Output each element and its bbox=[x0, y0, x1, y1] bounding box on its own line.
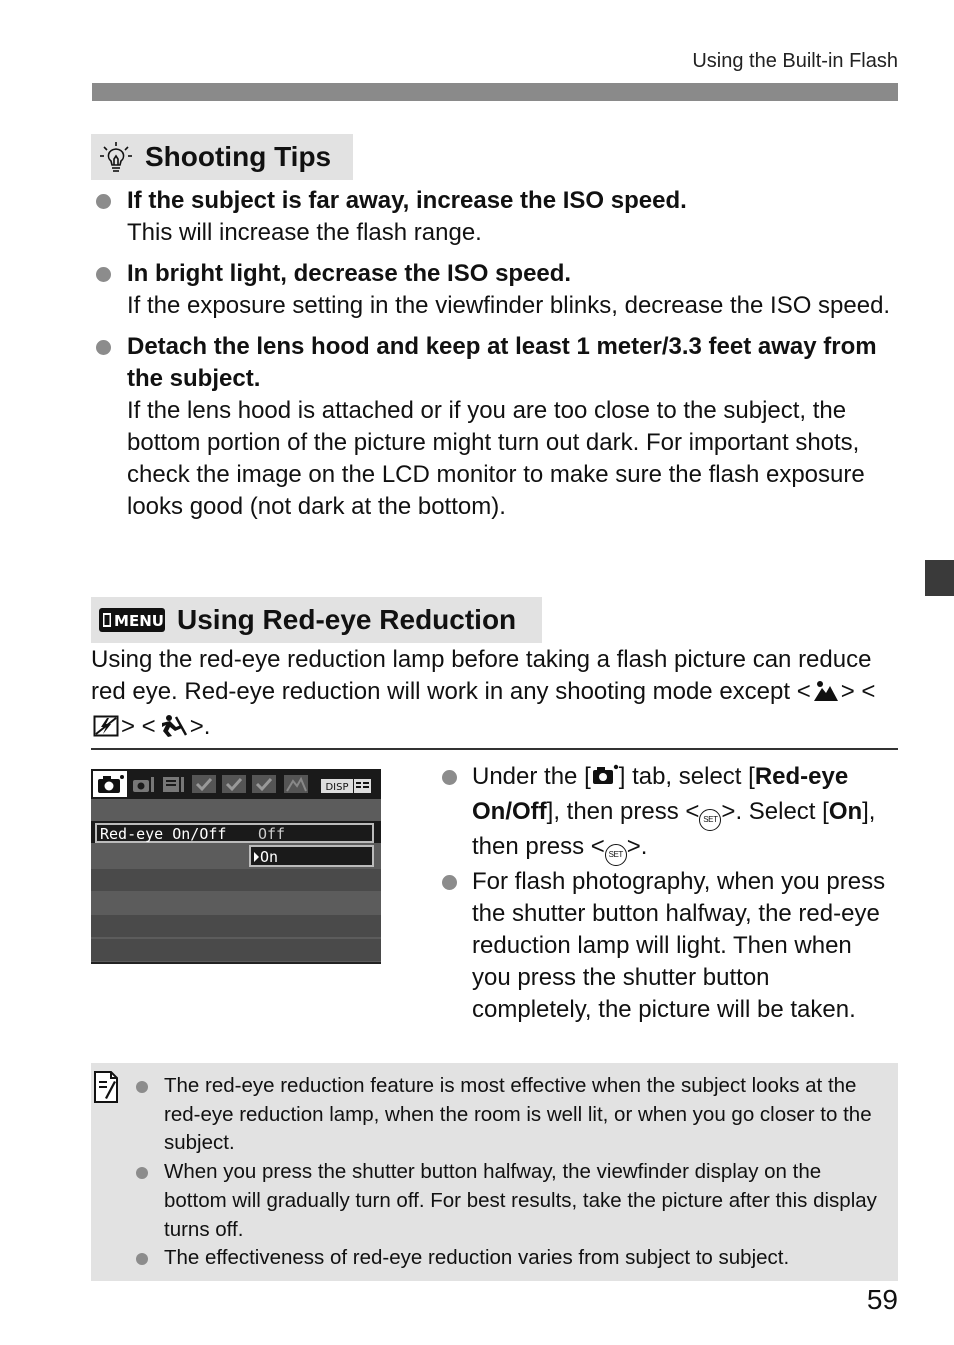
bullet-icon bbox=[136, 1081, 148, 1093]
menu-icon-label: MENU bbox=[114, 612, 164, 630]
setup-tab-2-icon bbox=[221, 773, 247, 795]
page-number: 59 bbox=[866, 1284, 898, 1315]
tip-item bbox=[95, 331, 895, 523]
lcd-option-on-box bbox=[249, 845, 374, 867]
lcd-option-on: On bbox=[260, 848, 279, 866]
note-list bbox=[135, 1072, 885, 1273]
lcd-option-off: Off bbox=[258, 825, 286, 843]
disp-label: DISP bbox=[325, 782, 349, 793]
lcd-setting-label: Red-eye On/Off bbox=[100, 825, 227, 843]
setup-tab-icon bbox=[191, 773, 217, 795]
note-item bbox=[135, 1158, 885, 1244]
lcd-row bbox=[91, 939, 381, 961]
landscape-mode-icon bbox=[813, 679, 839, 711]
bullet-icon bbox=[96, 194, 111, 209]
note-text: The effectiveness of red-eye reduction varies from subject to subject. bbox=[164, 1246, 790, 1270]
camera-tab-icon bbox=[591, 763, 619, 796]
red-eye-intro: Using the red-eye reduction lamp before taking a flash picture can reduce red eye. Red-eye reduction will work in any shooting mode except < > <> < >. bbox=[91, 644, 891, 746]
my-menu-tab-icon bbox=[283, 773, 309, 795]
step-text: >. Select [ bbox=[721, 798, 829, 825]
step-bold: Red-eye On/Off bbox=[472, 763, 849, 825]
shooting-tips-title: Shooting Tips bbox=[145, 141, 332, 172]
bullet-icon bbox=[442, 875, 457, 890]
note-box bbox=[91, 1063, 898, 1281]
shooting-tips-list bbox=[95, 185, 895, 532]
set-button-icon: SET bbox=[605, 844, 627, 866]
red-eye-heading bbox=[91, 597, 542, 643]
red-eye-title: Using Red-eye Reduction bbox=[177, 604, 517, 635]
intro-end: >. bbox=[189, 713, 211, 740]
step-text: ] tab, select [ bbox=[618, 763, 755, 790]
bullet-icon bbox=[136, 1167, 148, 1179]
note-text: The red-eye reduction feature is most effective when the subject looks at the red-eye reduction lamp, when the room is well lit, or when you go closer to the subject. bbox=[164, 1074, 872, 1155]
step-text: ], then press < bbox=[546, 798, 700, 825]
step-text: >. bbox=[626, 833, 648, 860]
red-eye-steps bbox=[440, 761, 890, 1026]
lcd-tab-bar bbox=[91, 769, 381, 799]
set-button-icon: SET bbox=[699, 809, 721, 831]
step-text: Under the [ bbox=[472, 763, 591, 790]
lightbulb-icon bbox=[99, 140, 133, 174]
disp-button-icon bbox=[321, 779, 353, 793]
note-text: When you press the shutter button halfway, the viewfinder display on the bottom will gradually turn off. For best results, take the picture after this display turns off. bbox=[164, 1160, 877, 1241]
camera-tab-icon bbox=[93, 771, 127, 797]
header-bar bbox=[92, 83, 898, 101]
intro-text: Using the red-eye reduction lamp before taking a flash picture can reduce red eye. Red-eye reduction will work in any shooting mode except bbox=[91, 646, 872, 705]
bullet-icon bbox=[96, 267, 111, 282]
chapter-tab bbox=[925, 560, 954, 596]
step-bold: On bbox=[828, 798, 863, 825]
memo-icon bbox=[93, 1070, 119, 1109]
custom-tab-icon bbox=[251, 773, 277, 795]
tip-heading: Detach the lens hood and keep at least 1 meter/3.3 feet away from the subject. bbox=[127, 333, 877, 392]
tip-text: If the exposure setting in the viewfinder blinks, decrease the ISO speed. bbox=[127, 292, 891, 319]
tip-text: If the lens hood is attached or if you are too close to the subject, the bottom portion of the picture might turn out dark. For important shots, check the image on the LCD monitor to make sure the flash exposure looks good (not dark at the bottom). bbox=[127, 397, 865, 520]
tip-heading: If the subject is far away, increase the ISO speed. bbox=[127, 187, 687, 214]
flash-off-mode-icon bbox=[93, 714, 119, 746]
tip-text: This will increase the flash range. bbox=[127, 219, 482, 246]
tip-item bbox=[95, 258, 895, 322]
camera-tab-2-icon bbox=[131, 773, 157, 795]
lcd-row bbox=[91, 869, 381, 891]
lcd-menu-screen bbox=[91, 769, 381, 964]
step-item bbox=[440, 866, 890, 1026]
tip-item bbox=[95, 185, 895, 249]
bullet-icon bbox=[96, 340, 111, 355]
sports-mode-icon bbox=[158, 714, 188, 746]
step-text: ], then press < bbox=[472, 798, 876, 860]
note-item bbox=[135, 1244, 885, 1273]
bullet-icon bbox=[136, 1253, 148, 1265]
running-header: Using the Built-in Flash bbox=[692, 50, 898, 72]
playback-tab-icon bbox=[161, 773, 187, 795]
lcd-row bbox=[91, 915, 381, 937]
note-item bbox=[135, 1072, 885, 1158]
divider-rule bbox=[91, 748, 898, 750]
step-text: For flash photography, when you press the shutter button halfway, the red-eye reduction lamp will light. Then when you press the shutter button completely, the picture will be taken. bbox=[472, 868, 886, 1023]
bullet-icon bbox=[442, 770, 457, 785]
tip-heading: In bright light, decrease the ISO speed. bbox=[127, 260, 572, 287]
info-list-icon bbox=[354, 779, 371, 793]
shooting-tips-heading bbox=[91, 134, 353, 180]
lcd-pointer-icon bbox=[254, 852, 259, 862]
step-item bbox=[440, 761, 890, 866]
menu-icon bbox=[99, 608, 165, 632]
